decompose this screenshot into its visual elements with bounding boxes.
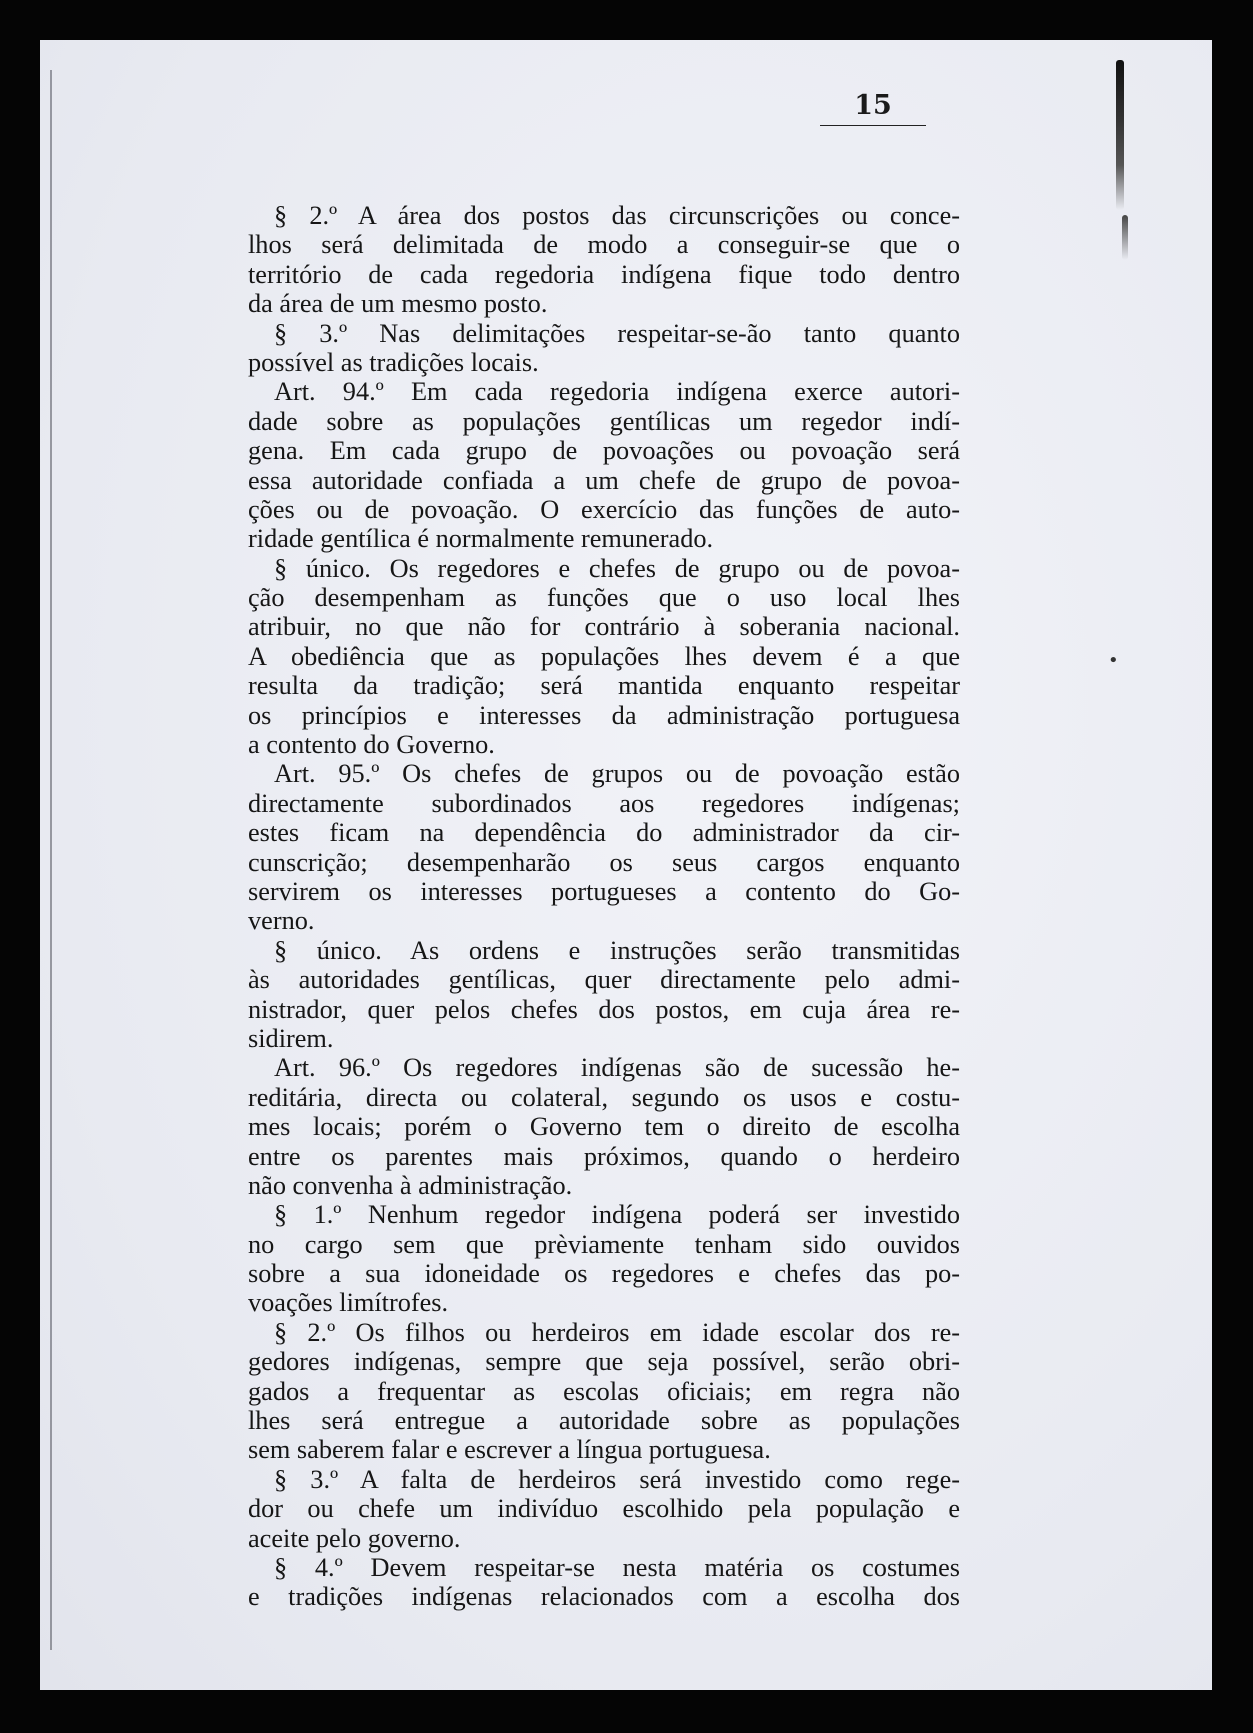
text-line: § 2.º Os filhos ou herdeiros em idade escolar dos re-: [274, 1317, 960, 1347]
text-line: não convenha à administração.: [248, 1170, 573, 1200]
text-line: § único. Os regedores e chefes de grupo ou de povoa-: [274, 553, 960, 583]
text-line: ridade gentílica é normalmente remunerado.: [248, 524, 714, 554]
left-margin-rule: [50, 70, 52, 1650]
text-line: directamente subordinados aos regedores indígenas;: [248, 788, 960, 818]
text-line: nistrador, quer pelos chefes dos postos, em cuja área re-: [248, 994, 960, 1024]
text-line: entre os parentes mais próximos, quando o herdeiro: [248, 1141, 960, 1171]
text-line: voações limítrofes.: [248, 1288, 449, 1318]
text-line: lhes será entregue a autoridade sobre as populações: [248, 1406, 960, 1436]
margin-speck: •: [1108, 650, 1119, 671]
text-line: ção desempenham as funções que o uso local lhes: [248, 583, 960, 613]
text-line: cunscrição; desempenharão os seus cargos enquanto: [248, 847, 960, 877]
text-line: servirem os interesses portugueses a contento do Go-: [248, 876, 960, 906]
text-line: § único. As ordens e instruções serão transmitidas: [274, 935, 960, 965]
text-line: aceite pelo governo.: [248, 1523, 461, 1553]
text-line: mes locais; porém o Governo tem o direito de escolha: [248, 1112, 960, 1142]
text-line: sidirem.: [248, 1023, 334, 1053]
text-line: § 2.º A área dos postos das circunscrições ou conce-: [274, 201, 960, 230]
text-line: verno.: [248, 906, 315, 936]
text-line: da área de um mesmo posto.: [248, 289, 548, 319]
text-line: gedores indígenas, sempre que seja possível, serão obri-: [248, 1347, 960, 1377]
text-line: sem saberem falar e escrever a língua portuguesa.: [248, 1435, 771, 1465]
text-line: § 4.º Devem respeitar-se nesta matéria os costumes: [274, 1552, 960, 1582]
text-line: possível as tradições locais.: [248, 347, 539, 377]
text-line: às autoridades gentílicas, quer directamente pelo admi-: [248, 965, 960, 995]
text-line: dor ou chefe um indivíduo escolhido pela população e: [248, 1494, 960, 1524]
text-line: gena. Em cada grupo de povoações ou povoação será: [248, 436, 960, 466]
text-line: no cargo sem que prèviamente tenham sido ouvidos: [248, 1229, 960, 1259]
text-line: atribuir, no que não for contrário à soberania nacional.: [248, 612, 960, 642]
text-line: resulta da tradição; será mantida enquanto respeitar: [248, 671, 960, 701]
text-line: os princípios e interesses da administração portuguesa: [248, 700, 960, 730]
text-line: Art. 94.º Em cada regedoria indígena exerce autori-: [274, 377, 960, 407]
page-number: 15: [820, 90, 926, 126]
text-line: gados a frequentar as escolas oficiais; em regra não: [248, 1376, 960, 1406]
text-line: estes ficam na dependência do administrador da cir-: [248, 818, 960, 848]
text-line: essa autoridade confiada a um chefe de grupo de povoa-: [248, 465, 960, 495]
text-line: lhos será delimitada de modo a conseguir-se que o: [248, 230, 960, 260]
text-line: § 3.º A falta de herdeiros será investido como rege-: [274, 1464, 960, 1494]
text-line: § 1.º Nenhum regedor indígena poderá ser investido: [274, 1200, 960, 1230]
text-line: § 3.º Nas delimitações respeitar-se-ão tanto quanto: [274, 318, 960, 348]
text-line: Art. 96.º Os regedores indígenas são de sucessão he-: [274, 1053, 960, 1083]
text-line: ções ou de povoação. O exercício das funções de auto-: [248, 494, 960, 524]
text-line: Art. 95.º Os chefes de grupos ou de povoação estão: [274, 759, 960, 789]
edge-ink-smudge: [1116, 60, 1124, 210]
text-line: a contento do Governo.: [248, 730, 495, 760]
text-line: território de cada regedoria indígena fique todo dentro: [248, 259, 960, 289]
text-line: dade sobre as populações gentílicas um regedor indí-: [248, 406, 960, 436]
text-line: sobre a sua idoneidade os regedores e chefes das po-: [248, 1259, 960, 1289]
edge-ink-smudge-lower: [1122, 215, 1128, 260]
body-text: [248, 201, 960, 1612]
text-line: e tradições indígenas relacionados com a escolha dos: [248, 1582, 960, 1612]
text-line: A obediência que as populações lhes devem é a que: [248, 641, 960, 671]
text-line: reditária, directa ou colateral, segundo os usos e costu-: [248, 1082, 960, 1112]
